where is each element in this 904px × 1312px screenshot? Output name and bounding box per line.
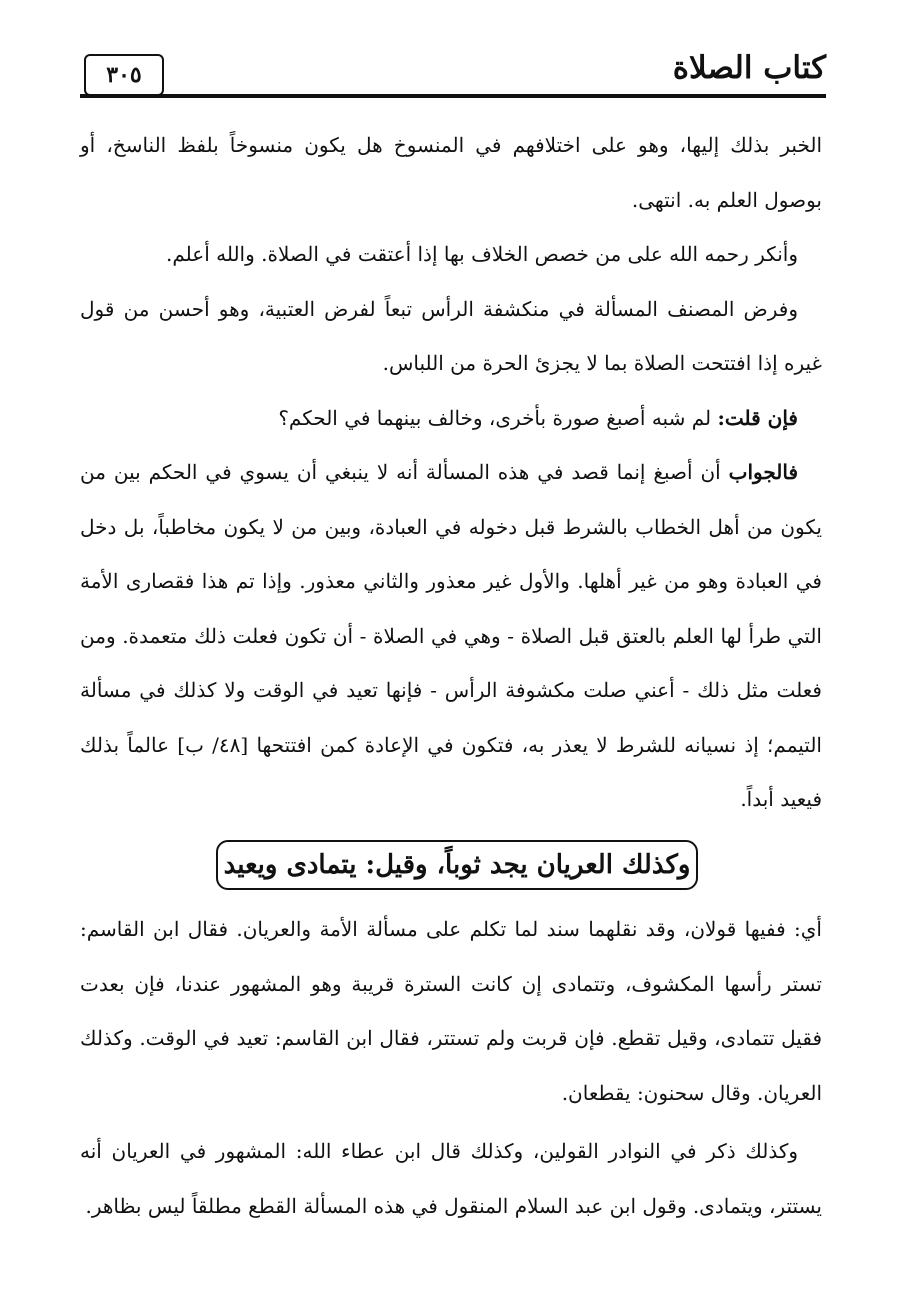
paragraph-lead: فالجواب xyxy=(728,460,798,484)
paragraph-answer xyxy=(80,445,822,827)
page-number: ٣٠٥ xyxy=(84,54,164,96)
paragraph-text: أي: ففيها قولان، وقد نقلهما سند لما تكلم على مسألة الأمة والعريان. فقال ابن القاسم: تستر رأسها المكشوف، وتتمادى إن كانت السترة قريبة وهو المشهور عندنا، فإن بعدت فقيل تتمادى، وقيل تقطع. فإن قربت ولم تستتر، فقال ابن القاسم: تعيد في الوقت. وكذلك العريان. وقال سحنون: يقطعان. xyxy=(80,917,822,1105)
page-header xyxy=(80,40,826,104)
paragraph-text: الخبر بذلك إليها، وهو على اختلافهم في المنسوخ هل يكون منسوخاً بلفظ الناسخ، أو بوصول العلم به. انتهى. xyxy=(80,133,822,212)
paragraph-text: لم شبه أصبغ صورة بأخرى، وخالف بينهما في الحكم؟ xyxy=(278,405,718,430)
section-heading: وكذلك العريان يجد ثوباً، وقيل: يتمادى ويعيد xyxy=(216,840,698,890)
paragraph-text: وكذلك ذكر في النوادر القولين، وكذلك قال ابن عطاء الله: المشهور في العريان أنه يستتر، ويتمادى. وقول ابن عبد السلام المنقول في هذه المسألة القطع مطلقاً ليس بظاهر. xyxy=(80,1139,822,1218)
paragraph-text: وفرض المصنف المسألة في منكشفة الرأس تبعاً لفرض العتبية، وهو أحسن من قول غيره إذا افتتحت الصلاة بما لا يجزئ الحرة من اللباس. xyxy=(80,296,822,375)
paragraph xyxy=(80,118,822,227)
paragraph xyxy=(80,1124,822,1233)
paragraph xyxy=(80,902,822,1120)
paragraph-text: وأنكر رحمه الله على من خصص الخلاف بها إذا أعتقت في الصلاة. والله أعلم. xyxy=(165,242,798,266)
paragraph-lead: فإن قلت: xyxy=(717,405,798,430)
paragraph xyxy=(80,282,822,391)
paragraph xyxy=(80,227,822,282)
section-heading-row xyxy=(0,840,904,892)
text-block-bottom xyxy=(80,902,822,1233)
book-title: كتاب الصلاة xyxy=(672,50,826,86)
paragraph-question xyxy=(80,391,822,446)
text-block-top xyxy=(80,118,822,827)
header-divider xyxy=(80,94,826,98)
paragraph-text: أن أصبغ إنما قصد في هذه المسألة أنه لا ينبغي أن يسوي في الحكم بين من يكون من أهل الخطاب بالشرط قبل دخوله في العبادة، وبين من لا يكون مخاطباً، بل دخل في العبادة وهو من غير أهلها. والأول غير معذور والثاني معذور. وإذا تم هذا فقصارى الأمة التي طرأ لها العلم بالعتق قبل الصلاة - وهي في الصلاة - أن تكون فعلت ذلك متعمدة. ومن فعلت مثل ذلك - أعني صلت مكشوفة الرأس - فإنها تعيد في الوقت ولا كذلك في مسألة التيمم؛ إذ نسيانه للشرط لا يعذر به، فتكون في الإعادة كمن افتتحها [٤٨/ ب] عالماً بذلك فيعيد أبداً. xyxy=(80,460,822,811)
